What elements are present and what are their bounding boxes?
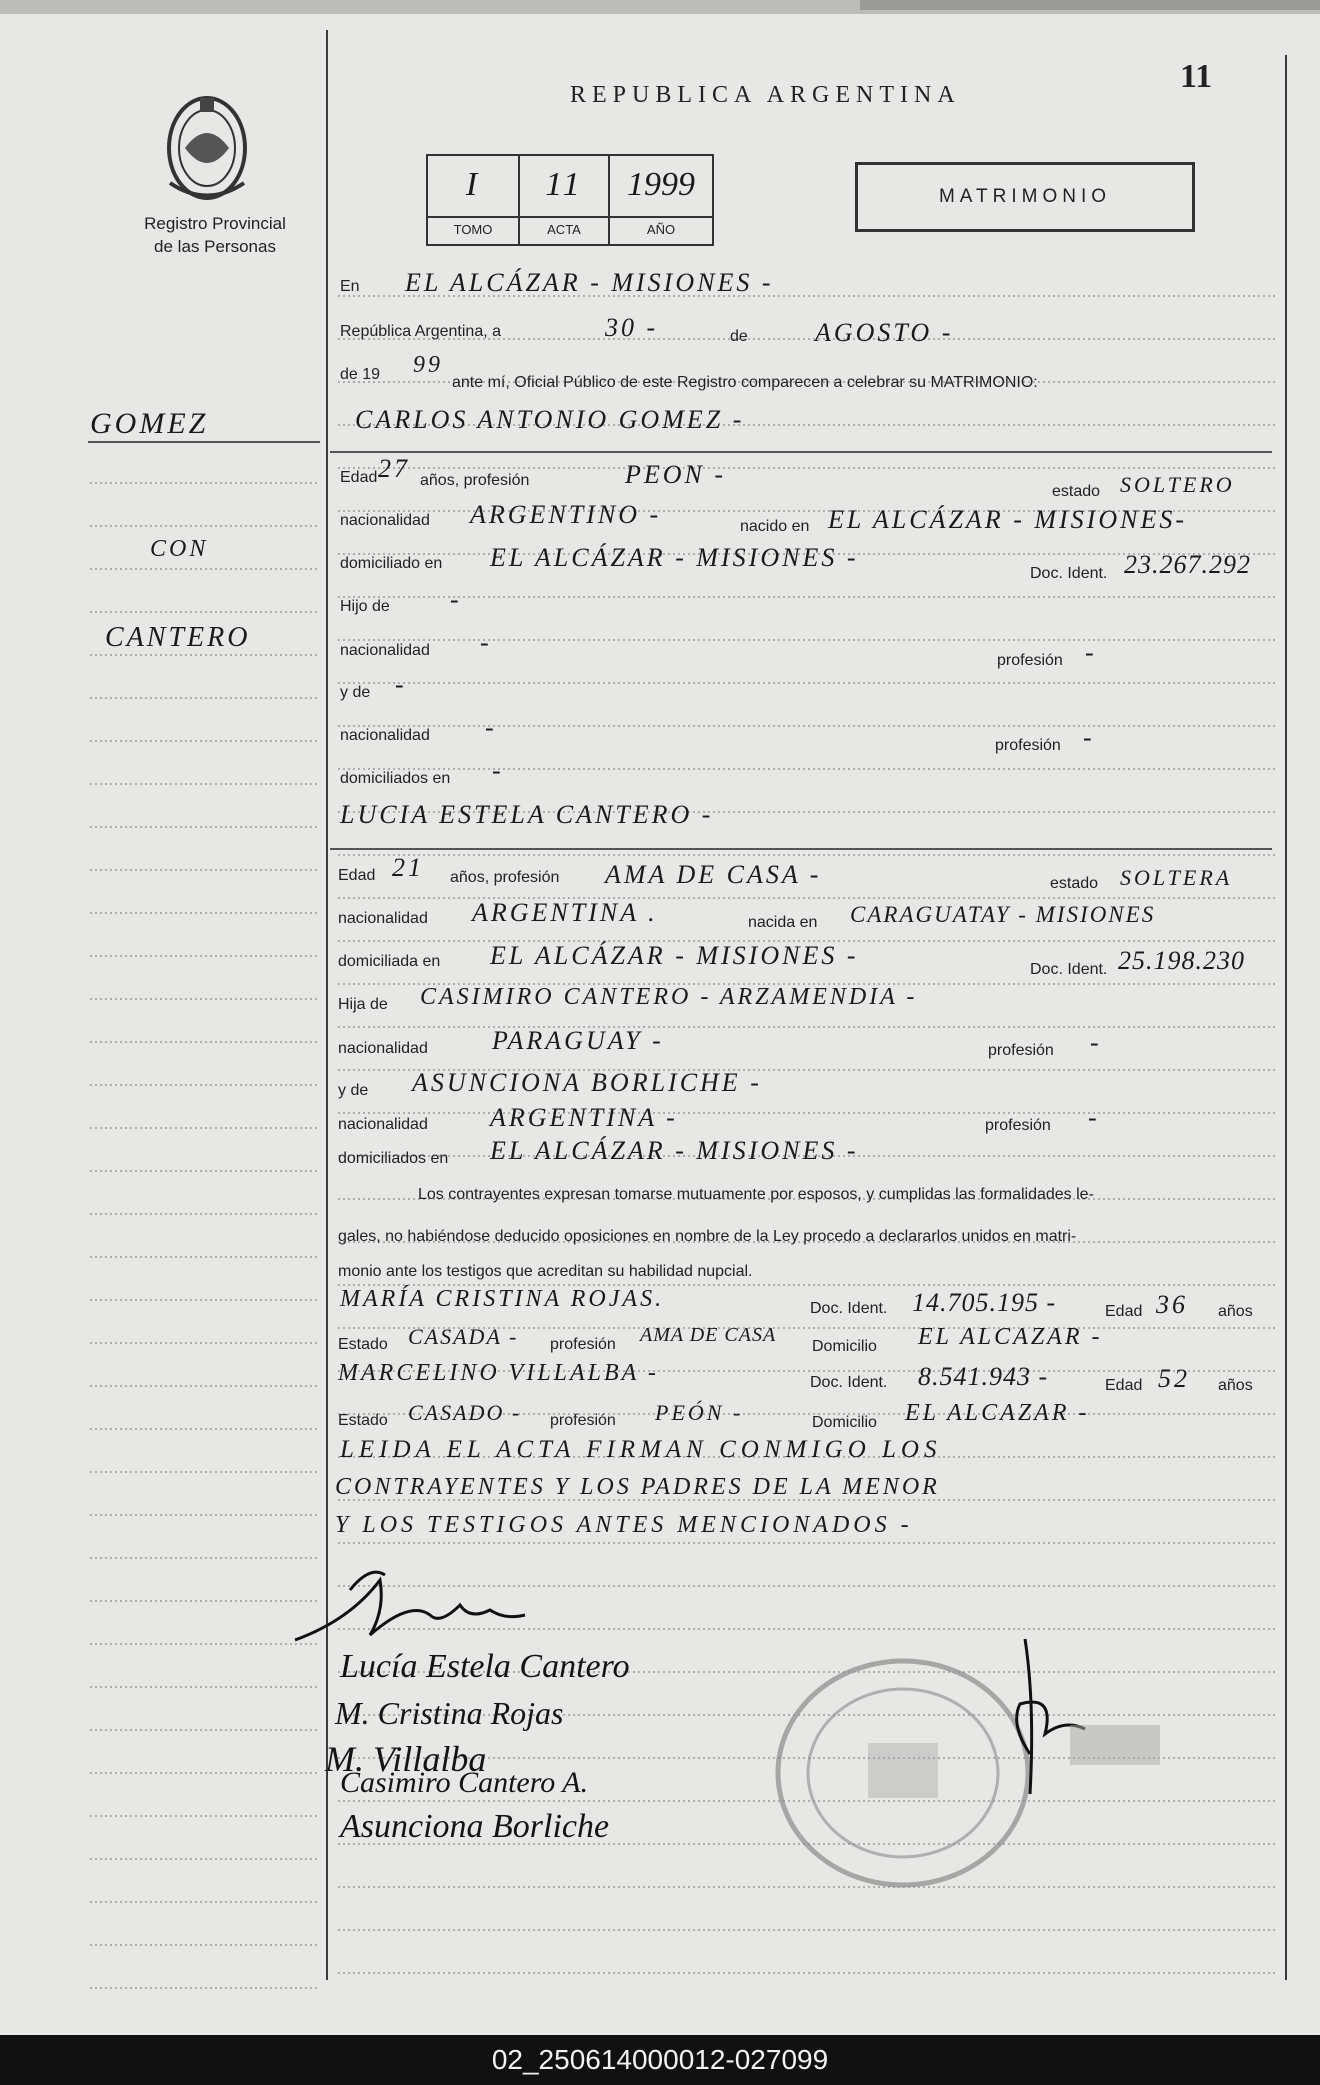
witness1-prof-label: profesión <box>550 1336 616 1353</box>
groom-dom-label: domiciliado en <box>340 555 443 572</box>
groom-parents-dom-label: domiciliados en <box>340 770 451 787</box>
acta-value: 11 <box>545 166 583 203</box>
groom-estado-label: estado <box>1052 483 1101 500</box>
de-label: de <box>730 328 748 345</box>
ano-value: 1999 <box>627 166 695 203</box>
scan-id-footer: 02_250614000012-027099 <box>0 2035 1320 2085</box>
witness1-doc-label: Doc. Ident. <box>810 1300 888 1317</box>
witness1-doc: 14.705.195 - <box>912 1288 1057 1317</box>
groom-hijo-label: Hijo de <box>340 598 390 615</box>
groom-nat-label: nacionalidad <box>340 512 430 529</box>
registry-line2: de las Personas <box>154 237 276 256</box>
bride-parents-dom-label: domiciliados en <box>338 1150 449 1167</box>
signature-witness2: M. Villalba <box>325 1739 487 1779</box>
bride-dom-label: domiciliada en <box>338 953 441 970</box>
groom-father: - <box>450 585 462 614</box>
acta-label: ACTA <box>547 222 581 237</box>
witness2-doc-label: Doc. Ident. <box>810 1374 888 1391</box>
record-type-box: MATRIMONIO <box>855 162 1195 232</box>
signature-father: Casimiro Cantero A. <box>340 1766 589 1799</box>
signature-witness1: M. Cristina Rojas <box>335 1695 564 1731</box>
groom-domicile: EL ALCÁZAR - MISIONES - <box>490 543 859 572</box>
witness1-status: CASADA - <box>408 1324 519 1349</box>
witness2-status: CASADO - <box>408 1400 522 1425</box>
marriage-day: 30 - <box>605 313 659 342</box>
closing-line1: LEIDA EL ACTA FIRMAN CONMIGO LOS <box>340 1436 942 1463</box>
bride-nationality: ARGENTINA . <box>472 898 658 927</box>
groom-father-prof: - <box>1085 638 1097 667</box>
bride-edad-label: Edad <box>338 867 376 884</box>
witness1-profession: AMA DE CASA <box>640 1324 777 1346</box>
witness2-prof-label: profesión <box>550 1412 616 1429</box>
groom-mother-nat: - <box>485 713 497 742</box>
registrar-stamp-mark <box>1070 1725 1160 1765</box>
groom-parents-dom: - <box>492 756 504 785</box>
bride-father-nat: PARAGUAY - <box>492 1026 664 1055</box>
groom-age: 27 <box>378 454 410 483</box>
groom-nacido-label: nacido en <box>740 518 810 535</box>
bride-yde-label: y de <box>338 1082 369 1099</box>
witness1-name: MARÍA CRISTINA ROJAS. <box>340 1286 665 1312</box>
statement-line2: gales, no habiéndose deducido oposiciones en nombre de la Ley procedo a declararlos unidos en matri- <box>338 1228 1077 1245</box>
witness2-profession: PEÓN - <box>655 1400 744 1425</box>
bride-mother-nat: ARGENTINA - <box>490 1103 678 1132</box>
bride-estado-label: estado <box>1050 875 1099 892</box>
bride-doc-label: Doc. Ident. <box>1030 961 1108 978</box>
margin-surname1: GOMEZ <box>90 407 209 440</box>
witness2-domicile: EL ALCAZAR - <box>905 1400 1090 1426</box>
witness2-anos: años <box>1218 1377 1253 1394</box>
statement-line1: Los contrayentes expresan tomarse mutuamente por esposos, y cumplidas las formalidades le- <box>418 1186 1094 1203</box>
bride-birthplace: CARAGUATAY - MISIONES <box>850 902 1156 927</box>
en-label: En <box>340 278 360 295</box>
bride-father-prof: - <box>1090 1028 1102 1057</box>
tomo-value: I <box>465 166 481 203</box>
signature-bride: Lucía Estela Cantero <box>340 1648 630 1685</box>
bride-mother-nat-label: nacionalidad <box>338 1116 428 1133</box>
groom-separator <box>330 451 1272 453</box>
tomo-label: TOMO <box>453 222 493 237</box>
groom-status: SOLTERO <box>1120 472 1235 497</box>
witness2-dom-label: Domicilio <box>812 1414 877 1431</box>
margin-underline <box>88 441 320 443</box>
marriage-place: EL ALCÁZAR - MISIONES - <box>405 268 774 297</box>
bride-mother-prof-label: profesión <box>985 1117 1051 1134</box>
bride-anos-label: años, profesión <box>450 869 560 886</box>
bride-profession: AMA DE CASA - <box>605 860 822 889</box>
bride-doc: 25.198.230 <box>1118 946 1245 975</box>
witness1-age: 36 <box>1156 1290 1188 1319</box>
witness1-estado-label: Estado <box>338 1336 388 1353</box>
country-heading: REPUBLICA ARGENTINA <box>570 82 961 108</box>
bride-father-nat-label: nacionalidad <box>338 1040 428 1057</box>
witness1-edad-label: Edad <box>1105 1303 1143 1320</box>
groom-birthplace: EL ALCÁZAR - MISIONES- <box>828 505 1187 534</box>
groom-doc-label: Doc. Ident. <box>1030 565 1108 582</box>
signature-mother: Asunciona Borliche <box>340 1808 610 1845</box>
witness2-estado-label: Estado <box>338 1412 388 1429</box>
groom-profession: PEON - <box>625 460 727 489</box>
marriage-month: AGOSTO - <box>815 318 954 347</box>
groom-edad-label: Edad <box>340 469 378 486</box>
bride-age: 21 <box>392 853 424 882</box>
groom-mother-prof-label: profesión <box>995 737 1061 754</box>
bride-name: LUCIA ESTELA CANTERO - <box>340 800 714 829</box>
registrar-signature <box>995 1634 1125 1814</box>
intro-text: ante mí, Oficial Público de este Registro comparecen a celebrar su MATRIMONIO: <box>452 374 1038 391</box>
groom-doc: 23.267.292 <box>1124 550 1251 579</box>
witness1-anos: años <box>1218 1303 1253 1320</box>
groom-father-nat-label: nacionalidad <box>340 642 430 659</box>
page-number: 11 <box>1180 58 1213 95</box>
groom-mother: - <box>395 670 407 699</box>
bride-parents-dom: EL ALCÁZAR - MISIONES - <box>490 1136 859 1165</box>
groom-mother-nat-label: nacionalidad <box>340 727 430 744</box>
bride-nat-label: nacionalidad <box>338 910 428 927</box>
republica-label: República Argentina, a <box>340 323 501 340</box>
bride-father: CASIMIRO CANTERO - ARZAMENDIA - <box>420 984 918 1010</box>
groom-nationality: ARGENTINO - <box>470 500 662 529</box>
year-suffix: 99 <box>413 352 443 378</box>
record-id-box <box>426 154 714 246</box>
witness2-name: MARCELINO VILLALBA - <box>338 1360 659 1386</box>
closing-line2: CONTRAYENTES Y LOS PADRES DE LA MENOR <box>335 1474 940 1500</box>
coat-of-arms-seal <box>160 88 255 208</box>
witness2-doc: 8.541.943 - <box>918 1362 1049 1391</box>
registry-line1: Registro Provincial <box>144 214 286 233</box>
bride-mother: ASUNCIONA BORLICHE - <box>412 1068 762 1097</box>
statement-line3: monio ante los testigos que acreditan su habilidad nupcial. <box>338 1263 753 1280</box>
year-prefix: de 19 <box>340 366 381 383</box>
bride-father-prof-label: profesión <box>988 1042 1054 1059</box>
groom-yde-label: y de <box>340 684 371 701</box>
groom-father-prof-label: profesión <box>997 652 1063 669</box>
margin-conjunction: CON <box>150 536 209 562</box>
bride-domicile: EL ALCÁZAR - MISIONES - <box>490 941 859 970</box>
witness1-domicile: EL ALCAZAR - <box>918 1324 1103 1350</box>
witness1-dom-label: Domicilio <box>812 1338 877 1355</box>
groom-anos-label: años, profesión <box>420 472 530 489</box>
bride-nacida-label: nacida en <box>748 914 818 931</box>
bride-mother-prof: - <box>1088 1103 1100 1132</box>
groom-mother-prof: - <box>1083 723 1095 752</box>
witness2-edad-label: Edad <box>1105 1377 1143 1394</box>
groom-name: CARLOS ANTONIO GOMEZ - <box>355 405 745 434</box>
bride-status: SOLTERA <box>1120 865 1233 890</box>
bride-separator <box>330 848 1272 850</box>
groom-father-nat: - <box>480 628 492 657</box>
ano-label: AÑO <box>646 222 676 237</box>
witness2-age: 52 <box>1158 1364 1190 1393</box>
officiant-signature <box>290 1560 540 1660</box>
closing-line3: Y LOS TESTIGOS ANTES MENCIONADOS - <box>335 1512 913 1538</box>
margin-surname2: CANTERO <box>105 622 251 653</box>
bride-hija-label: Hija de <box>338 996 388 1013</box>
